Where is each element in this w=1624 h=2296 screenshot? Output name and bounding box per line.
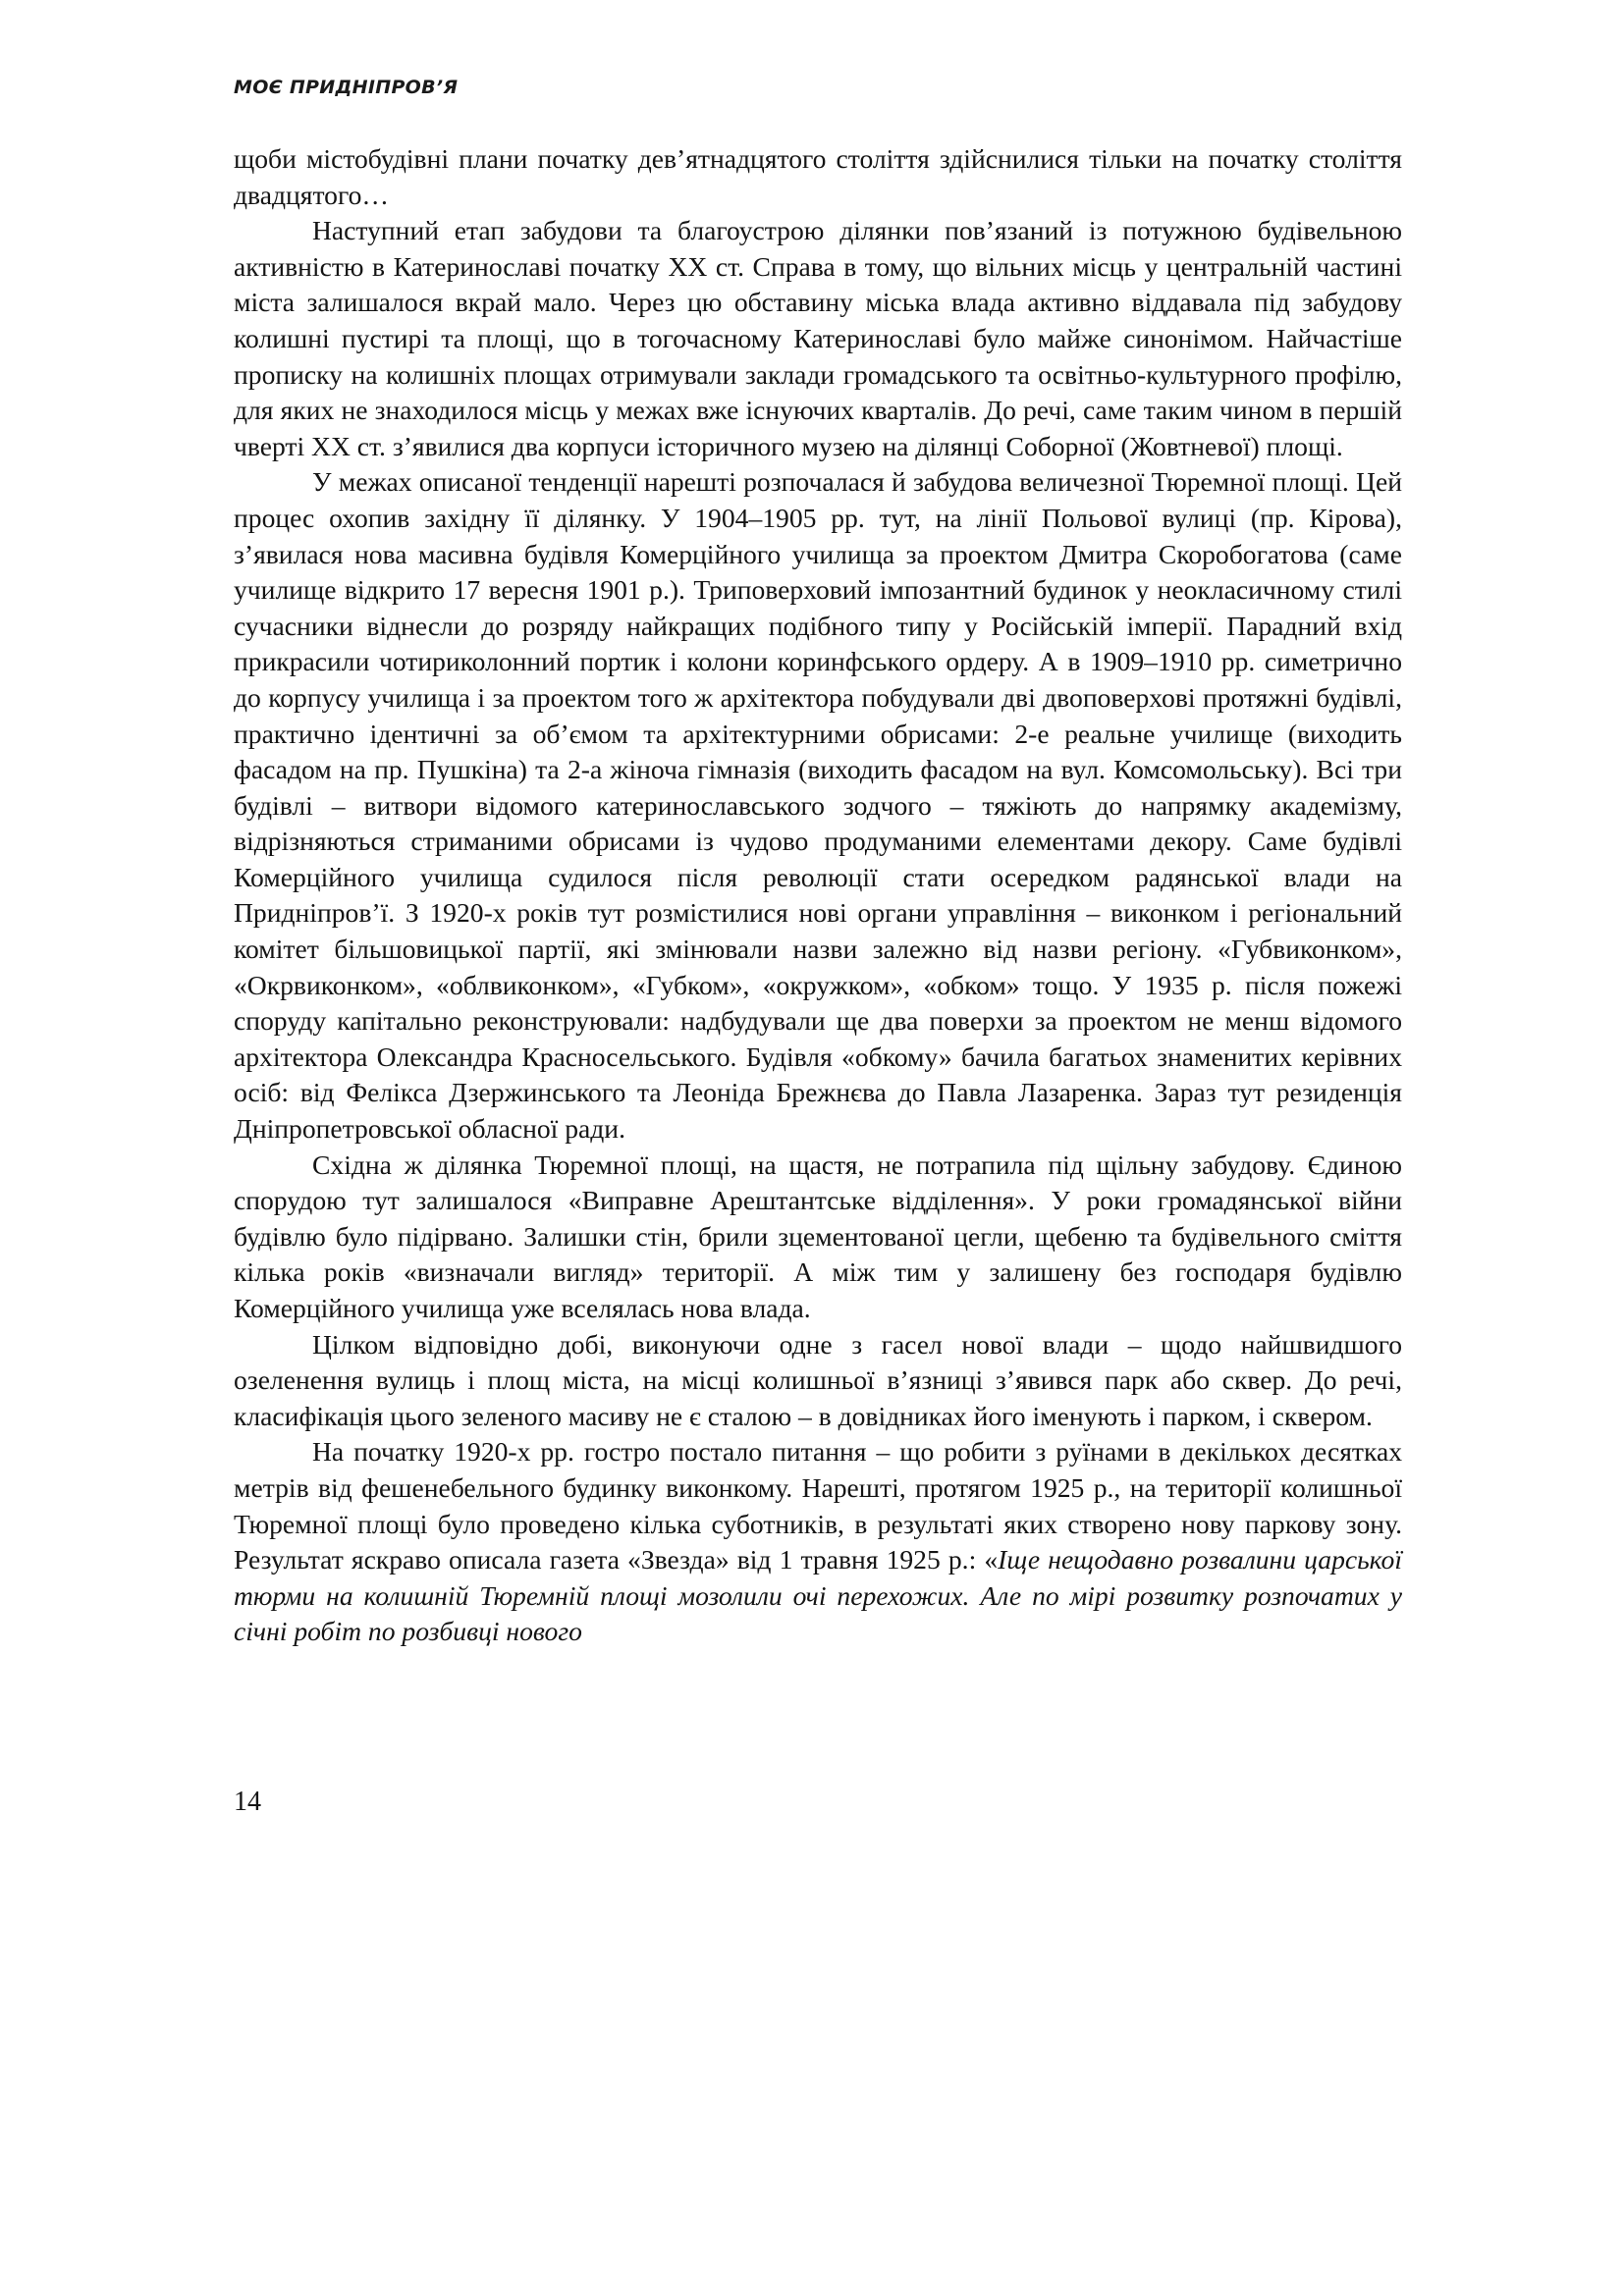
running-header: МОЄ ПРИДНІПРОВ’Я	[234, 77, 459, 98]
paragraph-with-quote	[234, 1434, 1402, 1650]
paragraph-continuation: щоби містобудівні плани початку дев’ятнадцятого століття здійснилися тільки на початку століття двадцятого…	[234, 143, 1402, 210]
paragraph: Наступний етап забудови та благоустрою ділянки пов’язаний із потужною будівельною активністю в Катеринославі початку ХХ ст. Справа в тому, що вільних місць у центральній частині міста залишалося вкрай мало. Через цю обставину міська влада активно віддавала під забудову колишні пустирі та площі, що в тогочасному Катеринославі було майже синонімом. Найчастіше прописку на колишніх площах отримували заклади громадського та освітньо-культурного профілю, для яких не знаходилося місць у межах вже існуючих кварталів. До речі, саме таким чином в першій чверті ХХ ст. з’явилися два корпуси історичного музею на ділянці Соборної (Жовтневої) площі.	[234, 215, 1402, 461]
newspaper-quote: Іще нещодавно розвалини царської тюрми на колишній Тюремній площі мозолили очі перехожих. Але по мірі розвитку розпочатих у січні робіт по розбивці нового	[234, 1544, 1402, 1647]
body-text	[234, 141, 1402, 1650]
paragraph-lead: На початку 1920-х рр. гостро постало питання – що робити з руїнами в декількох десятках метрів від фешенебельного будинку виконкому. Нарешті, протягом 1925 р., на території колишньої Тюремної площі було проведено кілька суботників, в результаті яких створено нову паркову зону. Результат яскраво описала газета «Звезда» від 1 травня 1925 р.: «	[234, 1436, 1402, 1575]
page-number: 14	[234, 1787, 261, 1817]
paragraph: У межах описаної тенденції нарешті розпочалася й забудова величезної Тюремної площі. Цей процес охопив західну її ділянку. У 1904–1905 рр. тут, на лінії Польової вулиці (пр. Кірова), з’явилася нова масивна будівля Комерційного училища за проектом Дмитра Скоробогатова (саме училище відкрито 17 вересня 1901 р.). Триповерховий імпозантний будинок у неокласичному стилі сучасники віднесли до розряду найкращих подібного типу у Російській імперії. Парадний вхід прикрасили чотириколонний портик і колони коринфського ордеру. А в 1909–1910 рр. симетрично до корпусу училища і за проектом того ж архітектора побудували дві двоповерхові протяжні будівлі, практично ідентичні за об’ємом та архітектурними обрисами: 2-е реальне училище (виходить фасадом на пр. Пушкіна) та 2-а жіноча гімназія (виходить фасадом на вул. Комсомольську). Всі три будівлі – витвори відомого катеринославського зодчого – тяжіють до напрямку академізму, відрізняються стриманими обрисами із чудово продуманими елементами декору. Саме будівлі Комерційного училища судилося після революції стати осередком радянської влади на Придніпров’ї. З 1920-х років тут розмістилися нові органи управління – виконком і регіональний комітет більшовицької партії, які змінювали назви залежно від назви регіону. «Губвиконком», «Окрвиконком», «облвиконком», «Губком», «окружком», «обком» тощо. У 1935 р. після пожежі споруду капітально реконструювали: надбудували ще два поверхи за проектом не менш відомого архітектора Олександра Красносельського. Будівля «обкому» бачила багатьох знаменитих керівних осіб: від Фелікса Дзержинського та Леоніда Брежнєва до Павла Лазаренка. Зараз тут резиденція Дніпропетровської обласної ради.	[234, 466, 1402, 1145]
paragraph: Цілком відповідно добі, виконуючи одне з гасел нової влади – щодо найшвидшого озеленення вулиць і площ міста, на місці колишньої в’язниці з’явився парк або сквер. До речі, класифікація цього зеленого масиву не є сталою – в довідниках його іменують і парком, і сквером.	[234, 1328, 1402, 1431]
paragraph: Східна ж ділянка Тюремної площі, на щастя, не потрапила під щільну забудову. Єдиною спорудою тут залишалося «Виправне Арештантське відділення». У роки громадянської війни будівлю було підірвано. Залишки стін, брили зцементованої цегли, щебеню та будівельного сміття кілька років «визначали вигляд» території. А між тим у залишену без господаря будівлю Комерційного училища уже вселялась нова влада.	[234, 1148, 1402, 1323]
